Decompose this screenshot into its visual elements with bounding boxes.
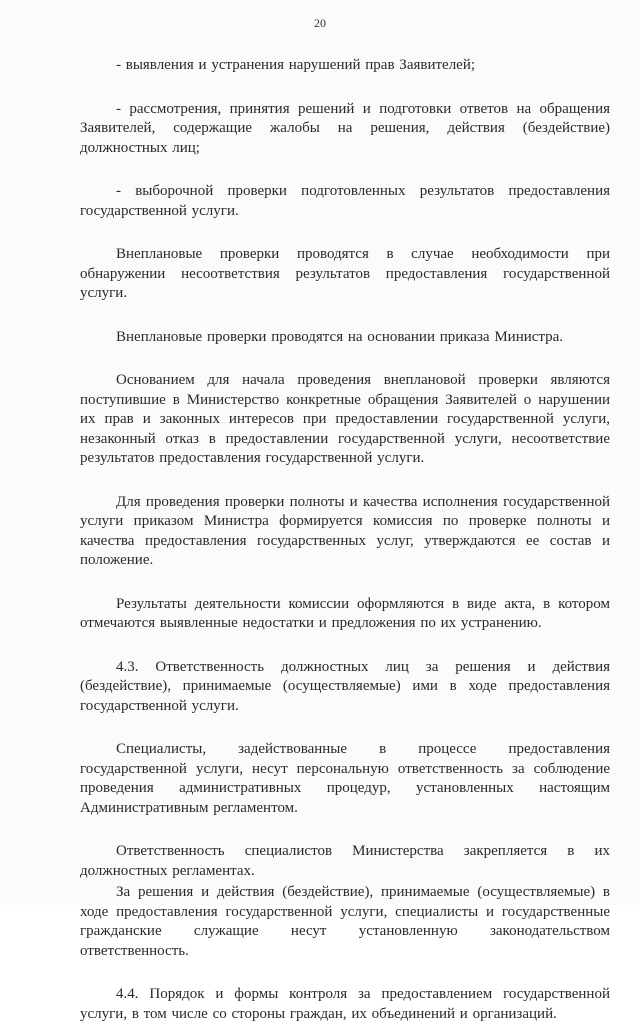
paragraph: За решения и действия (бездействие), принимаемые (осуществляемые) в ходе предоставления государственной услуги, специалисты и государственные гражданские служащие несут установленную законодательством ответственность. — [80, 884, 610, 959]
section-heading-4-3: 4.3. Ответственность должностных лиц за решения и действия (бездействие), принимаемые (осуществляемые) ими в ходе предоставления государственной услуги. — [80, 658, 610, 714]
paragraph: Внеплановые проверки проводятся на основании приказа Министра. — [116, 328, 564, 345]
paragraph: Результаты деятельности комиссии оформляются в виде акта, в котором отмечаются выявленные недостатки и предложения по их устранению. — [80, 595, 610, 631]
section-heading-4-4: 4.4. Порядок и формы контроля за предоставлением государственной услуги, в том числе со стороны граждан, их объединений и организаций. — [80, 986, 610, 1022]
document-body — [80, 56, 610, 1024]
paragraph: Специалисты, задействованные в процессе предоставления государственной услуги, несут персональную ответственность за соблюдение проведения административных процедур, установленных настоящим Административным регламентом. — [80, 741, 610, 816]
page-number: 20 — [314, 16, 326, 30]
paragraph: Основанием для начала проведения внеплановой проверки являются поступившие в Министерство конкретные обращения Заявителей о нарушении их прав и законных интересов при предоставлении государственной услуги, незаконный отказ в предоставлении государственной услуги, несоответствие результатов предоставления государственной услуги. — [80, 372, 610, 466]
paragraph: - выявления и устранения нарушений прав Заявителей; — [116, 57, 476, 73]
paragraph: Для проведения проверки полноты и качества исполнения государственной услуги приказом Министра формируется комиссия по проверке полноты и качества предоставления государственных услуг, утверждаются ее состав и положение. — [80, 493, 610, 568]
paragraph: Ответственность специалистов Министерства закрепляется в их должностных регламентах. — [80, 843, 610, 879]
paragraph: - выборочной проверки подготовленных результатов предоставления государственной услуги. — [80, 183, 610, 219]
paragraph: - рассмотрения, принятия решений и подготовки ответов на обращения Заявителей, содержащие жалобы на решения, действия (бездействие) должностных лиц; — [80, 100, 610, 156]
paragraph: Внеплановые проверки проводятся в случае необходимости при обнаружении несоответствия результатов предоставления государственной услуги. — [80, 246, 610, 301]
